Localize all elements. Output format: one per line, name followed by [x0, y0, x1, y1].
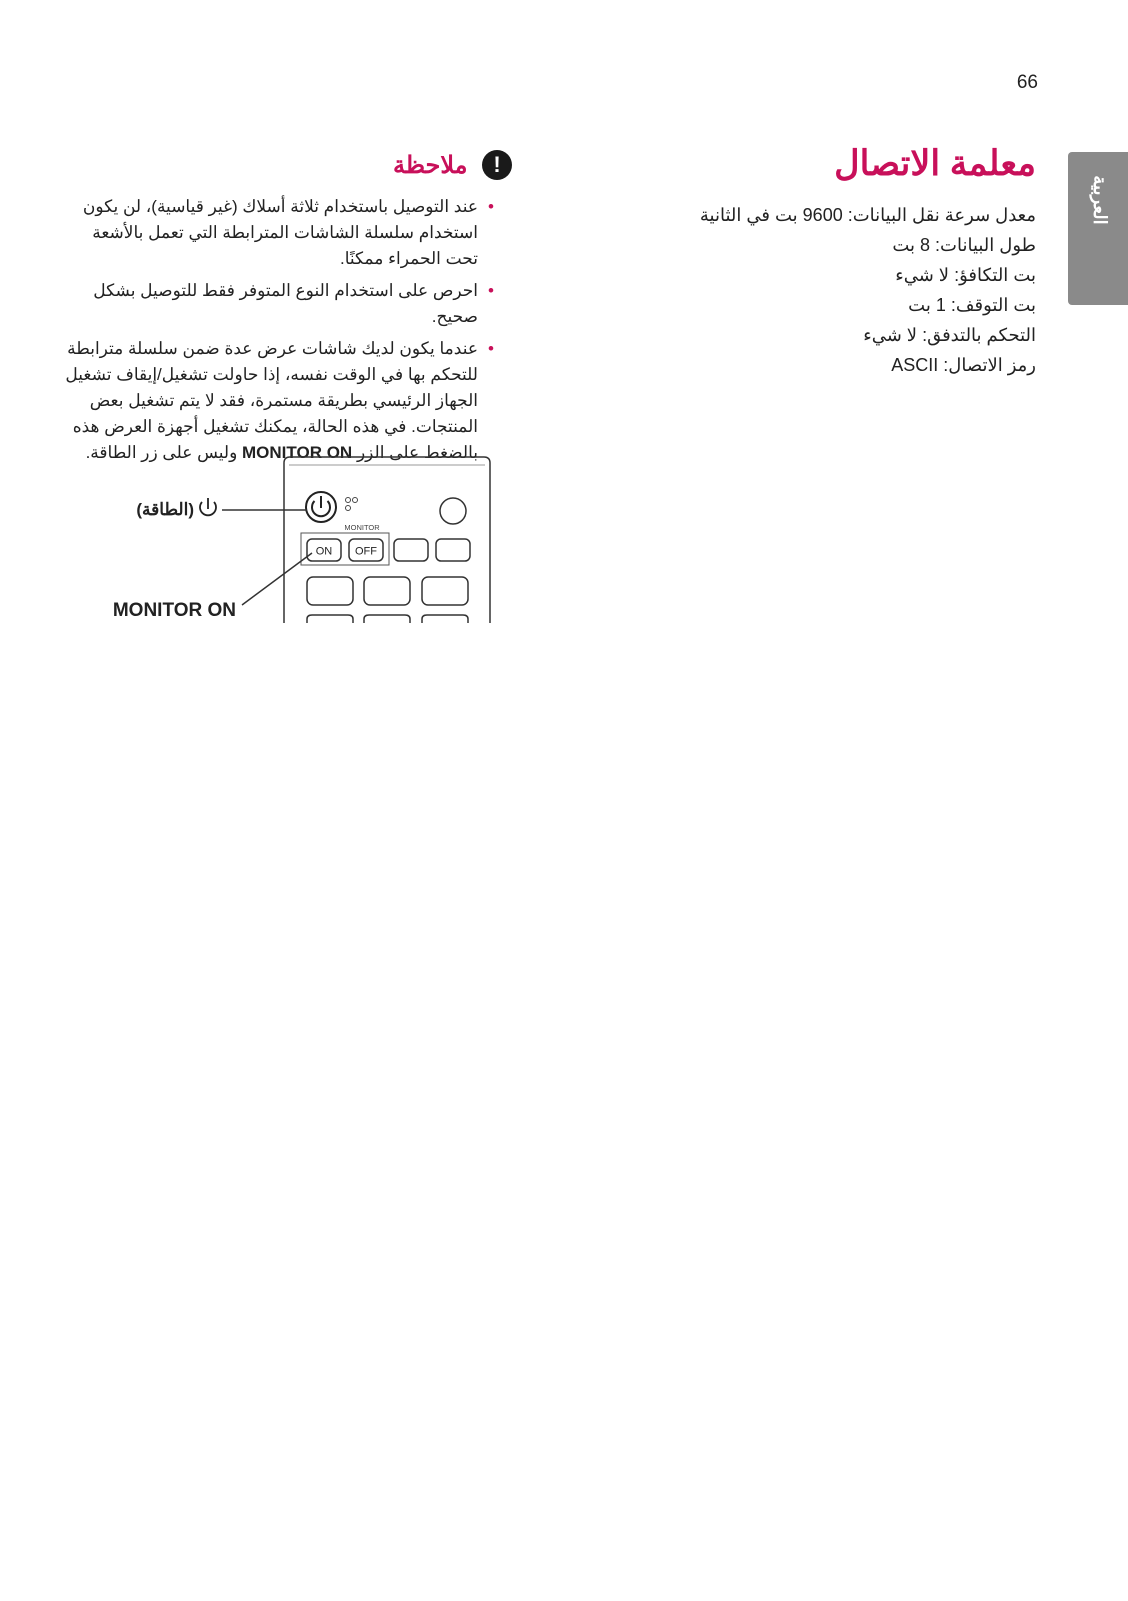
monitor-off-button-label: OFF [355, 545, 377, 558]
power-button-icon [306, 492, 336, 522]
remote-button [364, 577, 410, 605]
indicator-dot [353, 498, 358, 503]
remote-button-partial [307, 615, 353, 623]
note-item-text: عند التوصيل باستخدام ثلاثة أسلاك (غير قياسية)، لن يكون استخدام سلسلة الشاشات المترابطة التي تعمل بالأشعة تحت الحمراء ممكنًا. [82, 197, 478, 268]
section-title: معلمة الاتصال [834, 144, 1036, 183]
input-button-icon [440, 498, 466, 524]
monitor-on-callout-line [242, 553, 312, 605]
bullet-icon: • [488, 197, 494, 216]
note-item [62, 278, 492, 330]
param-communication-code: رمز الاتصال: ASCII [891, 355, 1036, 375]
param-stop-bit: بت التوقف: 1 بت [908, 295, 1036, 315]
language-tab-label: العربية [1090, 175, 1110, 225]
exclamation-icon: ! [482, 150, 512, 180]
monitor-group-label: MONITOR [344, 523, 380, 532]
remote-button-partial [364, 615, 410, 623]
indicator-dot [346, 498, 351, 503]
param-parity-bit: بت التكافؤ: لا شيء [895, 265, 1036, 285]
remote-button [422, 577, 468, 605]
remote-button [436, 539, 470, 561]
remote-button [394, 539, 428, 561]
note-header [112, 150, 512, 184]
note-item [62, 336, 492, 466]
monitor-on-label: MONITOR ON [112, 600, 236, 621]
note-item [62, 194, 492, 272]
remote-button-partial [422, 615, 468, 623]
bullet-icon: • [488, 281, 494, 300]
indicator-dot [346, 506, 351, 511]
monitor-on-button-label: ON [315, 545, 333, 558]
remote-button [307, 577, 353, 605]
power-symbol-icon [200, 498, 216, 515]
param-flow-control: التحكم بالتدفق: لا شيء [863, 325, 1036, 345]
note-item-tail: وليس على زر الطاقة. [85, 443, 243, 462]
communication-params-list [576, 200, 1036, 380]
language-tab[interactable] [1068, 152, 1128, 305]
param-data-length: طول البيانات: 8 بت [892, 235, 1036, 255]
bullet-icon: • [488, 339, 494, 358]
note-item-bold: MONITOR ON [242, 443, 353, 462]
note-item-text: احرص على استخدام النوع المتوفر فقط للتوصيل بشكل صحيح. [93, 281, 478, 326]
notes-list [62, 194, 492, 472]
remote-control-figure [96, 455, 516, 623]
note-title: ملاحظة [392, 151, 468, 179]
param-baud-rate: معدل سرعة نقل البيانات: 9600 بت في الثانية [699, 205, 1036, 225]
note-item-text: عندما يكون لديك شاشات عرض عدة ضمن سلسلة مترابطة للتحكم بها في الوقت نفسه، إذا حاولت تشغيل/إيقاف تشغيل الجهاز الرئيسي بطريقة مستمرة، فقد لا يتم تشغيل بعض المنتجات. في هذه الحالة، يمكنك تشغيل أجهزة العرض هذه بالضغط على الزر [65, 339, 478, 462]
power-label: (الطاقة) [136, 500, 194, 519]
page-number: 66 [1016, 72, 1038, 93]
